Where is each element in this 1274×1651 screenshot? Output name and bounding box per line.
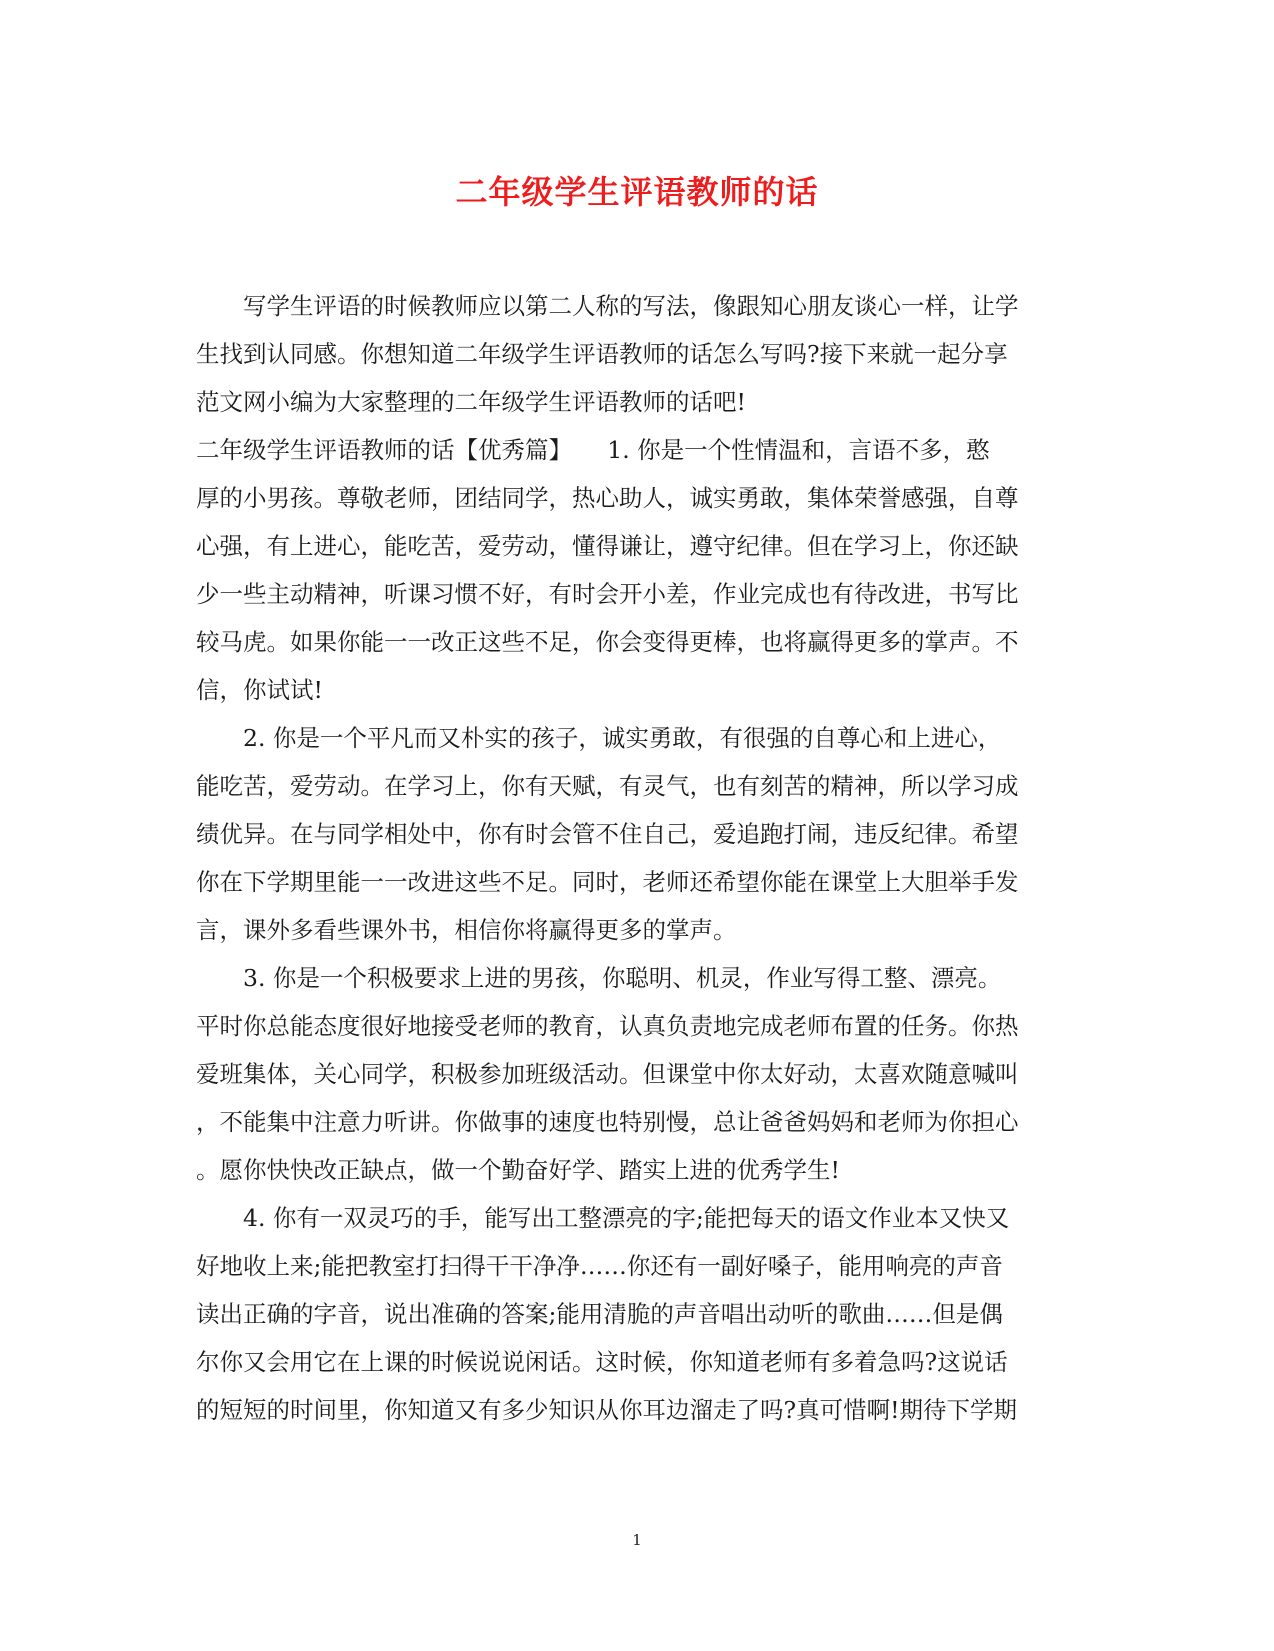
body-line: 2. 你是一个平凡而又朴实的孩子，诚实勇敢，有很强的自尊心和上进心，	[243, 724, 1002, 752]
body-line: 读出正确的字音，说出准确的答案;能用清脆的声音唱出动听的歌曲……但是偶	[196, 1300, 1003, 1328]
body-line: 二年级学生评语教师的话【优秀篇】 1. 你是一个性情温和，言语不多，憨	[196, 436, 990, 464]
body-line: 厚的小男孩。尊敬老师，团结同学，热心助人，诚实勇敢，集体荣誉感强，自尊	[196, 484, 1019, 512]
body-line: 生找到认同感。你想知道二年级学生评语教师的话怎么写吗?接下来就一起分享	[196, 340, 1008, 368]
body-line: 尔你又会用它在上课的时候说说闲话。这时候，你知道老师有多着急吗?这说话	[196, 1348, 1008, 1376]
body-line: 心强，有上进心，能吃苦，爱劳动，懂得谦让，遵守纪律。但在学习上，你还缺	[196, 532, 1019, 560]
body-line: 。愿你快快改正缺点，做一个勤奋好学、踏实上进的优秀学生!	[196, 1156, 840, 1184]
page-number: 1	[632, 1531, 642, 1549]
body-line: 范文网小编为大家整理的二年级学生评语教师的话吧!	[196, 388, 746, 416]
body-line: 能吃苦，爱劳动。在学习上，你有天赋，有灵气，也有刻苦的精神，所以学习成	[196, 772, 1019, 800]
body-line: ，不能集中注意力听讲。你做事的速度也特别慢，总让爸爸妈妈和老师为你担心	[196, 1108, 1019, 1136]
body-line: 信，你试试!	[196, 676, 323, 704]
body-line: 你在下学期里能一一改进这些不足。同时，老师还希望你能在课堂上大胆举手发	[196, 868, 1019, 896]
document-body	[196, 282, 1072, 1434]
body-line: 平时你总能态度很好地接受老师的教育，认真负责地完成老师布置的任务。你热	[196, 1012, 1019, 1040]
body-line: 爱班集体，关心同学，积极参加班级活动。但课堂中你太好动，太喜欢随意喊叫	[196, 1060, 1019, 1088]
body-line: 好地收上来;能把教室打扫得干干净净……你还有一副好嗓子，能用响亮的声音	[196, 1252, 1003, 1280]
body-line: 4. 你有一双灵巧的手，能写出工整漂亮的字;能把每天的语文作业本又快又	[243, 1204, 1010, 1232]
body-line: 言，课外多看些课外书，相信你将赢得更多的掌声。	[196, 916, 737, 944]
body-line: 写学生评语的时候教师应以第二人称的写法，像跟知心朋友谈心一样，让学	[243, 292, 1019, 320]
document-title: 二年级学生评语教师的话	[455, 173, 819, 211]
body-line: 绩优异。在与同学相处中，你有时会管不住自己，爱追跑打闹，违反纪律。希望	[196, 820, 1019, 848]
body-line: 的短短的时间里，你知道又有多少知识从你耳边溜走了吗?真可惜啊!期待下学期	[196, 1396, 1018, 1424]
body-line: 少一些主动精神，听课习惯不好，有时会开小差，作业完成也有待改进，书写比	[196, 580, 1019, 608]
body-line: 3. 你是一个积极要求上进的男孩，你聪明、机灵，作业写得工整、漂亮。	[243, 964, 1002, 992]
body-line: 较马虎。如果你能一一改正这些不足，你会变得更棒，也将赢得更多的掌声。不	[196, 628, 1019, 656]
